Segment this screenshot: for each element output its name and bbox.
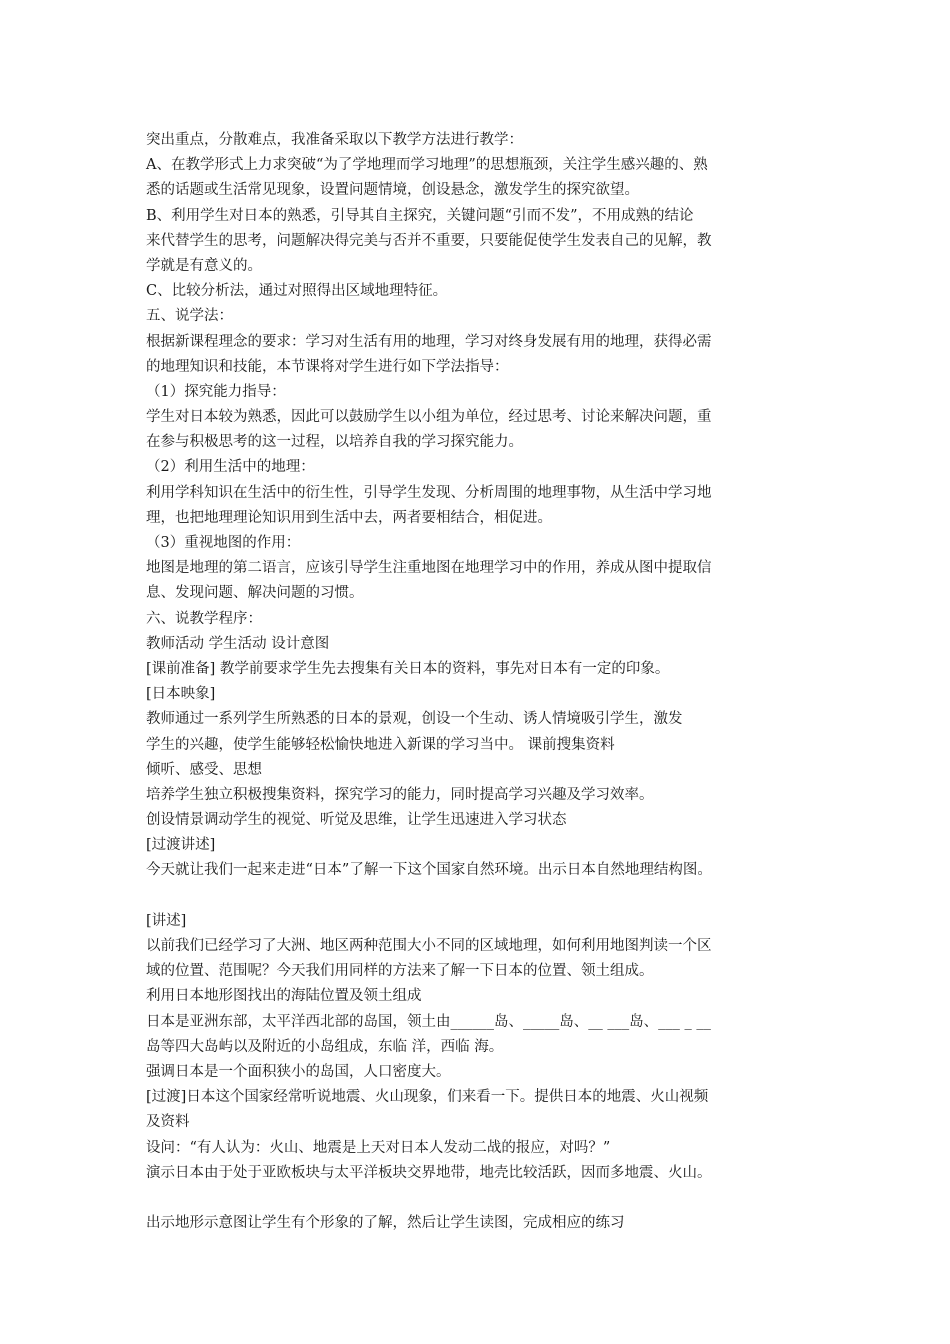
text-line: 强调日本是一个面积狭小的岛国，人口密度大。 — [146, 1063, 451, 1080]
text-line: 地图是地理的第二语言，应该引导学生注重地图在地理学习中的作用，养成从图中提取信 — [146, 560, 712, 577]
text-line: [讲述] — [146, 912, 187, 929]
text-line: B、利用学生对日本的熟悉，引导其自主探究，关键问题“引而不发”，不用成熟的结论 — [146, 207, 694, 224]
text-line: 设问：“有人认为：火山、地震是上天对日本人发动二战的报应，对吗？” — [146, 1139, 611, 1156]
text-line: 演示日本由于处于亚欧板块与太平洋板块交界地带，地壳比较活跃，因而多地震、火山。 — [146, 1164, 712, 1181]
text-line: 学就是有意义的。 — [146, 257, 262, 274]
text-line: [过渡]日本这个国家经常听说地震、火山现象，们来看一下。提供日本的地震、火山视频 — [146, 1089, 709, 1106]
text-line: 在参与积极思考的这一过程，以培养自我的学习探究能力。 — [146, 434, 523, 451]
text-line: 以前我们已经学习了大洲、地区两种范围大小不同的区域地理，如何利用地图判读一个区 — [146, 938, 712, 954]
text-line: 突出重点，分散难点，我准备采取以下教学方法进行教学： — [146, 132, 523, 148]
text-line: A、在教学形式上力求突破“为了学地理而学习地理”的思想瓶颈，关注学生感兴趣的、熟 — [146, 157, 708, 174]
text-line: 根据新课程理念的要求：学习对生活有用的地理，学习对终身发展有用的地理，获得必需 — [146, 333, 712, 350]
text-line: 利用学科知识在生活中的衍生性，引导学生发现、分析周围的地理事物，从生活中学习地 — [146, 484, 712, 501]
subheading: （2）利用生活中的地理： — [146, 459, 315, 476]
text-line: 日本是亚洲东部，太平洋西北部的岛国，领土由______岛、_____岛、__ ___岛、___ _ __ — [146, 1013, 711, 1030]
text-line: [过渡讲述] — [146, 837, 216, 854]
text-line: 息、发现问题、解决问题的习惯。 — [146, 585, 364, 602]
subheading: （3）重视地图的作用： — [146, 535, 301, 551]
section-heading: 六、说教学程序： — [146, 610, 262, 627]
text-line: 域的位置、范围呢？今天我们用同样的方法来了解一下日本的位置、领土组成。 — [146, 963, 654, 980]
blank-line — [146, 884, 826, 909]
text-line: 今天就让我们一起来走进“日本”了解一下这个国家自然环境。出示日本自然地理结构图。 — [146, 862, 712, 879]
text-line: [日本映象] — [146, 686, 216, 703]
blank-line — [146, 1186, 826, 1211]
text-line: 及资料 — [146, 1114, 190, 1131]
text-line: 倾听、感受、思想 — [146, 761, 262, 778]
text-line: 创设情景调动学生的视觉、听觉及思维，让学生迅速进入学习状态 — [146, 812, 567, 829]
text-line: 岛等四大岛屿以及附近的小岛组成，东临 洋，西临 海。 — [146, 1038, 504, 1055]
text-line: 学生的兴趣，使学生能够轻松愉快地进入新课的学习当中。 课前搜集资料 — [146, 736, 615, 753]
text-line: 来代替学生的思考，问题解决得完美与否并不重要，只要能促使学生发表自己的见解，教 — [146, 232, 712, 249]
text-line: 教师通过一系列学生所熟悉的日本的景观，创设一个生动、诱人情境吸引学生，激发 — [146, 711, 683, 728]
subheading: （1）探究能力指导： — [146, 383, 286, 400]
text-line: [课前准备] 教学前要求学生先去搜集有关日本的资料，事先对日本有一定的印象。 — [146, 660, 670, 677]
text-line: 学生对日本较为熟悉，因此可以鼓励学生以小组为单位，经过思考、讨论来解决问题，重 — [146, 409, 712, 426]
text-line: 教师活动 学生活动 设计意图 — [146, 635, 330, 652]
text-line: 培养学生独立积极搜集资料，探究学习的能力，同时提高学习兴趣及学习效率。 — [146, 786, 654, 803]
text-line: 出示地形示意图让学生有个形象的了解，然后让学生读图，完成相应的练习 — [146, 1215, 625, 1232]
text-line: 理，也把地理理论知识用到生活中去，两者要相结合，相促进。 — [146, 509, 552, 526]
document-body — [146, 128, 826, 1236]
text-line: C、比较分析法，通过对照得出区域地理特征。 — [146, 283, 448, 300]
text-line: 的地理知识和技能，本节课将对学生进行如下学法指导： — [146, 358, 509, 375]
text-line: 利用日本地形图找出的海陆位置及领土组成 — [146, 988, 422, 1005]
section-heading: 五、说学法： — [146, 308, 233, 325]
text-line: 悉的话题或生活常见现象，设置问题情境，创设悬念，激发学生的探究欲望。 — [146, 182, 639, 199]
